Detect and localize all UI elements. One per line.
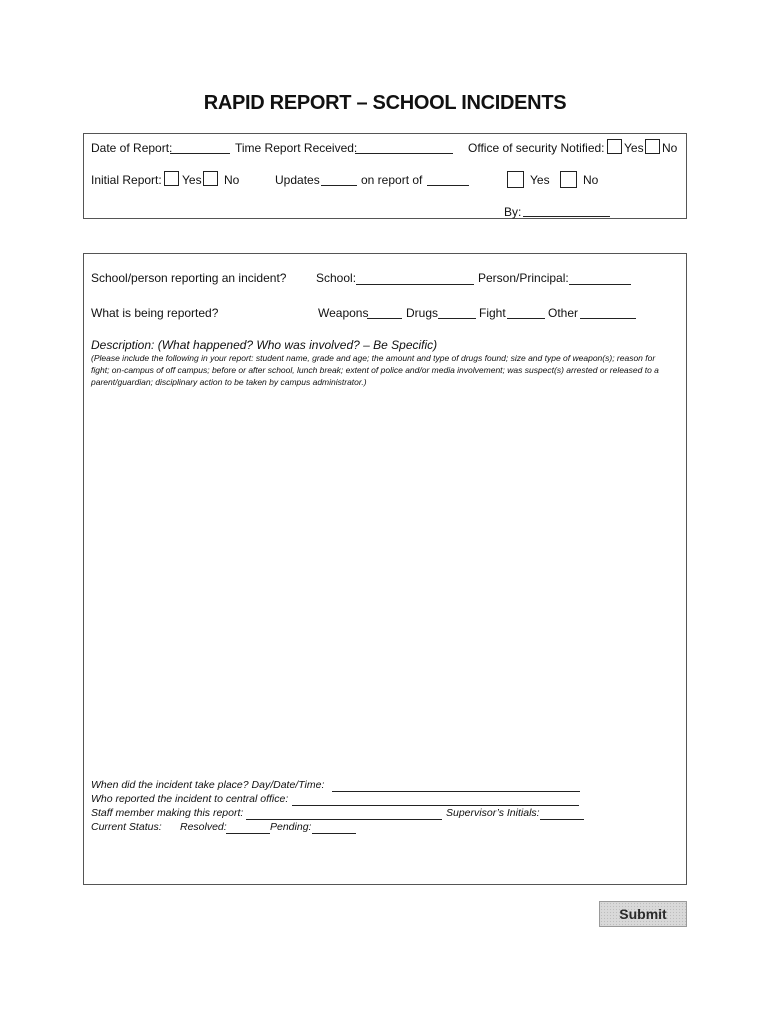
weapons-label: Weapons [318,306,369,320]
updates-field[interactable] [321,185,357,186]
other-field[interactable] [580,318,636,319]
updates-no-label: No [583,173,599,187]
drugs-field[interactable] [438,318,476,319]
initial-report-label: Initial Report: [91,173,162,187]
on-report-of-field[interactable] [427,185,469,186]
security-notified-no-label: No [662,141,678,155]
initial-report-yes-label: Yes [182,173,202,187]
updates-yes-checkbox[interactable] [507,171,524,188]
pending-field[interactable] [312,833,356,834]
current-status-label: Current Status: [91,821,162,833]
by-label: By: [504,205,522,219]
date-of-report-label: Date of Report: [91,141,173,155]
who-reported-field[interactable] [292,805,579,806]
on-report-of-label: on report of [361,173,423,187]
supervisor-initials-label: Supervisor’s Initials: [446,807,540,819]
other-label: Other [548,306,579,320]
time-report-received-label: Time Report Received: [235,141,358,155]
school-person-reporting-label: School/person reporting an incident? [91,271,287,285]
school-label: School: [316,271,357,285]
security-notified-no-checkbox[interactable] [645,139,660,154]
staff-member-making-report-label: Staff member making this report: [91,807,244,819]
person-principal-label: Person/Principal: [478,271,569,285]
office-of-security-notified-label: Office of security Notified: [468,141,605,155]
supervisor-initials-field[interactable] [540,819,584,820]
initial-report-yes-checkbox[interactable] [164,171,179,186]
school-field[interactable] [356,284,474,285]
person-principal-field[interactable] [569,284,631,285]
updates-yes-label: Yes [530,173,550,187]
what-is-being-reported-label: What is being reported? [91,306,219,320]
updates-no-checkbox[interactable] [560,171,577,188]
by-field[interactable] [523,216,610,217]
weapons-field[interactable] [367,318,402,319]
time-report-received-field[interactable] [355,153,453,154]
description-heading: Description: (What happened? Who was involved? – Be Specific) [91,338,438,352]
page-title: RAPID REPORT – SCHOOL INCIDENTS [203,92,567,114]
resolved-field[interactable] [226,833,270,834]
drugs-label: Drugs [406,306,439,320]
resolved-label: Resolved: [180,821,227,833]
initial-report-no-checkbox[interactable] [203,171,218,186]
pending-label: Pending: [270,821,312,833]
security-notified-yes-checkbox[interactable] [607,139,622,154]
staff-member-field[interactable] [246,819,442,820]
when-did-incident-take-place-label: When did the incident take place? Day/Date/Time: [91,779,325,791]
security-notified-yes-label: Yes [624,141,644,155]
fight-field[interactable] [507,318,545,319]
fight-label: Fight [479,306,506,320]
who-reported-to-central-office-label: Who reported the incident to central office: [91,793,289,805]
description-instructions: (Please include the following in your report: student name, grade and age; the amount and type of drugs found; size and type of weapon(s); reason for fight; on-campus of off campus; before or after school, lunch break; extent of police and/or media involvement; was suspect(s) arrested or released to a parent/guardian; disciplinary action to be taken by campus administrator.) [91,353,659,387]
submit-button[interactable]: Submit [599,901,687,927]
initial-report-no-label: No [224,173,240,187]
date-of-report-field[interactable] [170,153,230,154]
description-text-area[interactable] [91,392,679,772]
updates-label: Updates [275,173,320,187]
incident-day-date-time-field[interactable] [332,791,580,792]
